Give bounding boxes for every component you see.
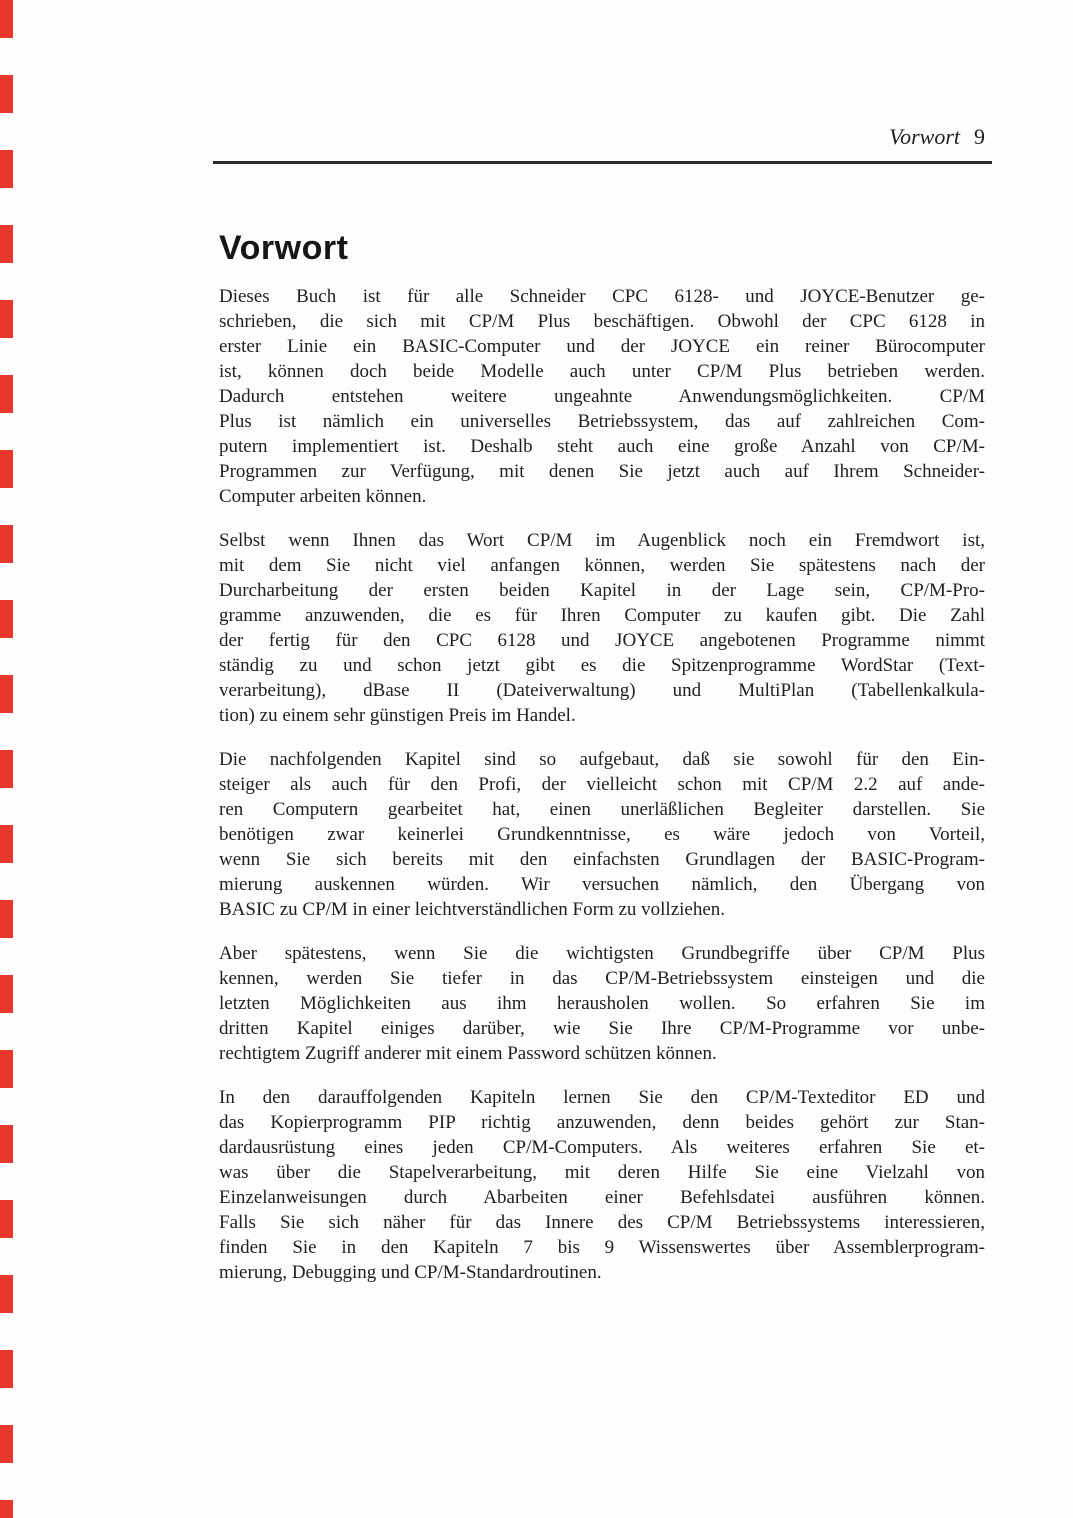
text-line: Aber spätestens, wenn Sie die wichtigsten Grundbegriffe über CP/M Plus [219,943,985,964]
text-line: was über die Stapelverarbeitung, mit deren Hilfe Sie eine Vielzahl von [219,1162,985,1183]
text-line: letzten Möglichkeiten aus ihm herausholen wollen. So erfahren Sie im [219,993,985,1014]
text-line: wenn Sie sich bereits mit den einfachsten Grundlagen der BASIC-Program- [219,849,985,870]
text-line: BASIC zu CP/M in einer leichtverständlichen Form zu vollziehen. [219,899,726,920]
text-line: mierung auskennen würden. Wir versuchen nämlich, den Übergang von [219,874,985,895]
text-line: gramme anzuwenden, die es für Ihren Computer zu kaufen gibt. Die Zahl [219,605,985,626]
text-line: mit dem Sie nicht viel anfangen können, werden Sie spätestens nach der [219,555,985,576]
text-line: Die nachfolgenden Kapitel sind so aufgebaut, daß sie sowohl für den Ein- [219,749,985,770]
text-line: Einzelanweisungen durch Abarbeiten einer Befehlsdatei ausführen können. [219,1187,985,1208]
paragraph [219,1085,985,1285]
paragraph [219,747,985,922]
text-line: putern implementiert ist. Deshalb steht auch eine große Anzahl von CP/M- [219,436,985,457]
text-line: steiger als auch für den Profi, der vielleicht schon mit CP/M 2.2 auf ande- [219,774,985,795]
text-line: ständig zu und schon jetzt gibt es die Spitzenprogramme WordStar (Text- [219,655,985,676]
text-line: Dadurch entstehen weitere ungeahnte Anwendungsmöglichkeiten. CP/M [219,386,985,407]
paragraph [219,284,985,509]
text-line: Selbst wenn Ihnen das Wort CP/M im Augenblick noch ein Fremdwort ist, [219,530,985,551]
text-line: rechtigtem Zugriff anderer mit einem Password schützen können. [219,1043,717,1064]
text-line: tion) zu einem sehr günstigen Preis im Handel. [219,705,576,726]
text-line: dritten Kapitel einiges darüber, wie Sie Ihre CP/M-Programme vor unbe- [219,1018,985,1039]
text-line: schrieben, die sich mit CP/M Plus beschäftigen. Obwohl der CPC 6128 in [219,311,985,332]
page-title: Vorwort [219,229,349,267]
running-header [889,124,985,150]
scan-edge-marks [0,0,13,1518]
text-line: benötigen zwar keinerlei Grundkenntnisse, es wäre jedoch von Vorteil, [219,824,985,845]
text-line: finden Sie in den Kapiteln 7 bis 9 Wissenswertes über Assemblerprogram- [219,1237,985,1258]
text-line: kennen, werden Sie tiefer in das CP/M-Betriebssystem einsteigen und die [219,968,985,989]
text-line: dardausrüstung eines jeden CP/M-Computers. Als weiteres erfahren Sie et- [219,1137,985,1158]
paragraph [219,528,985,728]
text-line: Falls Sie sich näher für das Innere des CP/M Betriebssystems interessieren, [219,1212,985,1233]
text-line: Computer arbeiten können. [219,486,427,507]
text-line: Plus ist nämlich ein universelles Betriebssystem, das auf zahlreichen Com- [219,411,985,432]
text-line: erster Linie ein BASIC-Computer und der JOYCE ein reiner Bürocomputer [219,336,985,357]
body-text [219,284,985,1304]
text-line: verarbeitung), dBase II (Dateiverwaltung) und MultiPlan (Tabellenkalkula- [219,680,985,701]
text-line: Programmen zur Verfügung, mit denen Sie jetzt auch auf Ihrem Schneider- [219,461,985,482]
text-line: mierung, Debugging und CP/M-Standardroutinen. [219,1262,602,1283]
running-header-page-number: 9 [974,124,985,149]
text-line: In den darauffolgenden Kapiteln lernen Sie den CP/M-Texteditor ED und [219,1087,985,1108]
text-line: ist, können doch beide Modelle auch unter CP/M Plus betrieben werden. [219,361,985,382]
text-line: ren Computern gearbeitet hat, einen unerläßlichen Begleiter darstellen. Sie [219,799,985,820]
page-content [219,0,985,1518]
text-line: das Kopierprogramm PIP richtig anzuwenden, denn beides gehört zur Stan- [219,1112,985,1133]
text-line: der fertig für den CPC 6128 und JOYCE angebotenen Programme nimmt [219,630,985,651]
running-header-title: Vorwort [889,124,960,149]
text-line: Durcharbeitung der ersten beiden Kapitel in der Lage sein, CP/M-Pro- [219,580,985,601]
text-line: Dieses Buch ist für alle Schneider CPC 6128- und JOYCE-Benutzer ge- [219,286,985,307]
header-rule [213,161,992,164]
paragraph [219,941,985,1066]
